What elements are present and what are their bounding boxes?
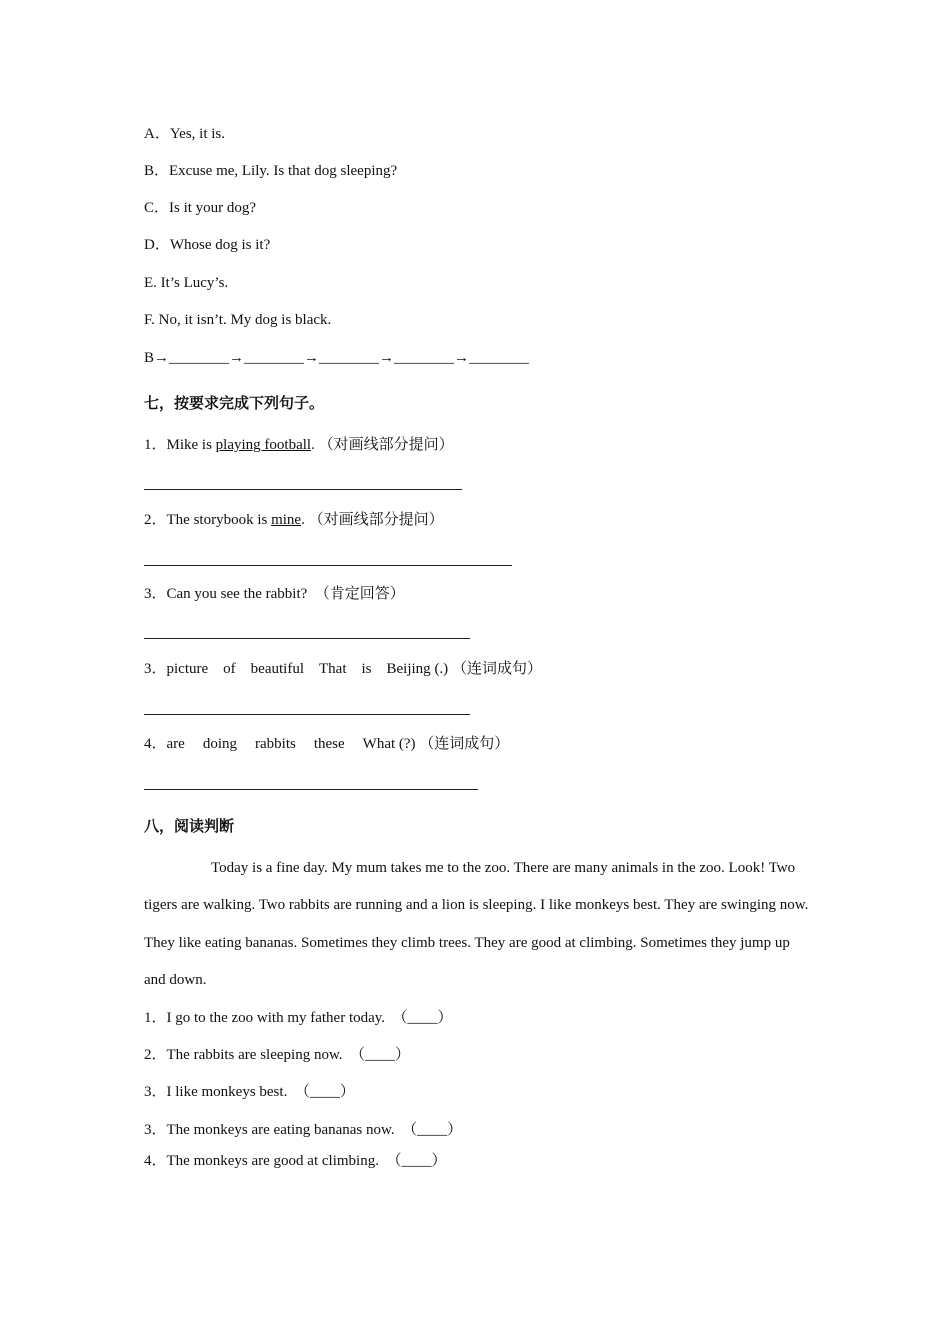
- order-answer-line: B→________→________→________→________→________: [144, 350, 530, 366]
- word: Beijing: [386, 661, 431, 677]
- answer-line: [144, 714, 470, 715]
- word: these: [313, 736, 345, 752]
- word: doing: [202, 736, 237, 752]
- q-punct: .: [311, 437, 315, 453]
- answer-line: [144, 789, 478, 790]
- word: are: [166, 736, 185, 752]
- judge-item-4: 3．The monkeys are eating bananas now. （____）: [144, 1122, 463, 1138]
- option-f: F. No, it isn’t. My dog is black.: [144, 312, 332, 328]
- q-number: 4．: [144, 736, 167, 752]
- q-punct: (?): [398, 736, 416, 752]
- answer-line: [144, 638, 470, 639]
- judge-item-1: 1．I go to the zoo with my father today. （____）: [144, 1010, 453, 1026]
- question-7-1: [144, 435, 454, 455]
- q-instruction: （肯定回答）: [314, 586, 405, 602]
- option-d: D．Whose dog is it?: [144, 237, 271, 253]
- q-text: 2．The storybook is: [144, 512, 272, 528]
- option-a: A．Yes, it is.: [144, 126, 225, 142]
- judge-item-3: 3．I like monkeys best. （____）: [144, 1084, 355, 1100]
- reading-passage: Today is a fine day. My mum takes me to the zoo. There are many animals in the zoo. Look! Two tigers are walking. Two rabbits are running and a lion is sleeping. I like monkeys best. They are swinging now. They like eating bananas. Sometimes they climb trees. They are good at climbing. Sometimes they jump up and down.: [144, 860, 809, 988]
- answer-line: [144, 489, 462, 490]
- word: rabbits: [255, 736, 296, 752]
- word: That: [319, 661, 347, 677]
- section7-heading: 七，按要求完成下列句子。: [144, 394, 325, 412]
- option-c: C．Is it your dog?: [144, 200, 257, 216]
- question-7-5: [144, 734, 509, 754]
- section8-heading: 八，阅读判断: [144, 817, 235, 835]
- question-7-2: [144, 510, 444, 530]
- q-text: 1．Mike is: [144, 437, 216, 453]
- answer-line: [144, 565, 512, 566]
- question-7-3: [144, 584, 405, 604]
- option-e: E. It’s Lucy’s.: [144, 275, 229, 291]
- q-instruction: （对画线部分提问）: [318, 437, 454, 453]
- underlined-part: playing football: [215, 437, 312, 453]
- word: picture: [166, 661, 209, 677]
- q-punct: .: [301, 512, 305, 528]
- judge-item-5: 4．The monkeys are good at climbing. （____）: [144, 1153, 447, 1169]
- judge-item-2: 2．The rabbits are sleeping now. （____）: [144, 1047, 411, 1063]
- q-punct: (.): [434, 661, 449, 677]
- option-b: B．Excuse me, Lily. Is that dog sleeping?: [144, 163, 398, 179]
- word: of: [223, 661, 236, 677]
- word: beautiful: [250, 661, 304, 677]
- q-instruction: （连词成句）: [419, 736, 510, 752]
- underlined-part: mine: [271, 512, 302, 528]
- question-7-4: [144, 659, 542, 679]
- q-text: 3．Can you see the rabbit?: [144, 586, 308, 602]
- q-instruction: （对画线部分提问）: [308, 512, 444, 528]
- q-number: 3．: [144, 661, 167, 677]
- word: What: [362, 736, 396, 752]
- q-instruction: （连词成句）: [451, 661, 542, 677]
- word: is: [361, 661, 372, 677]
